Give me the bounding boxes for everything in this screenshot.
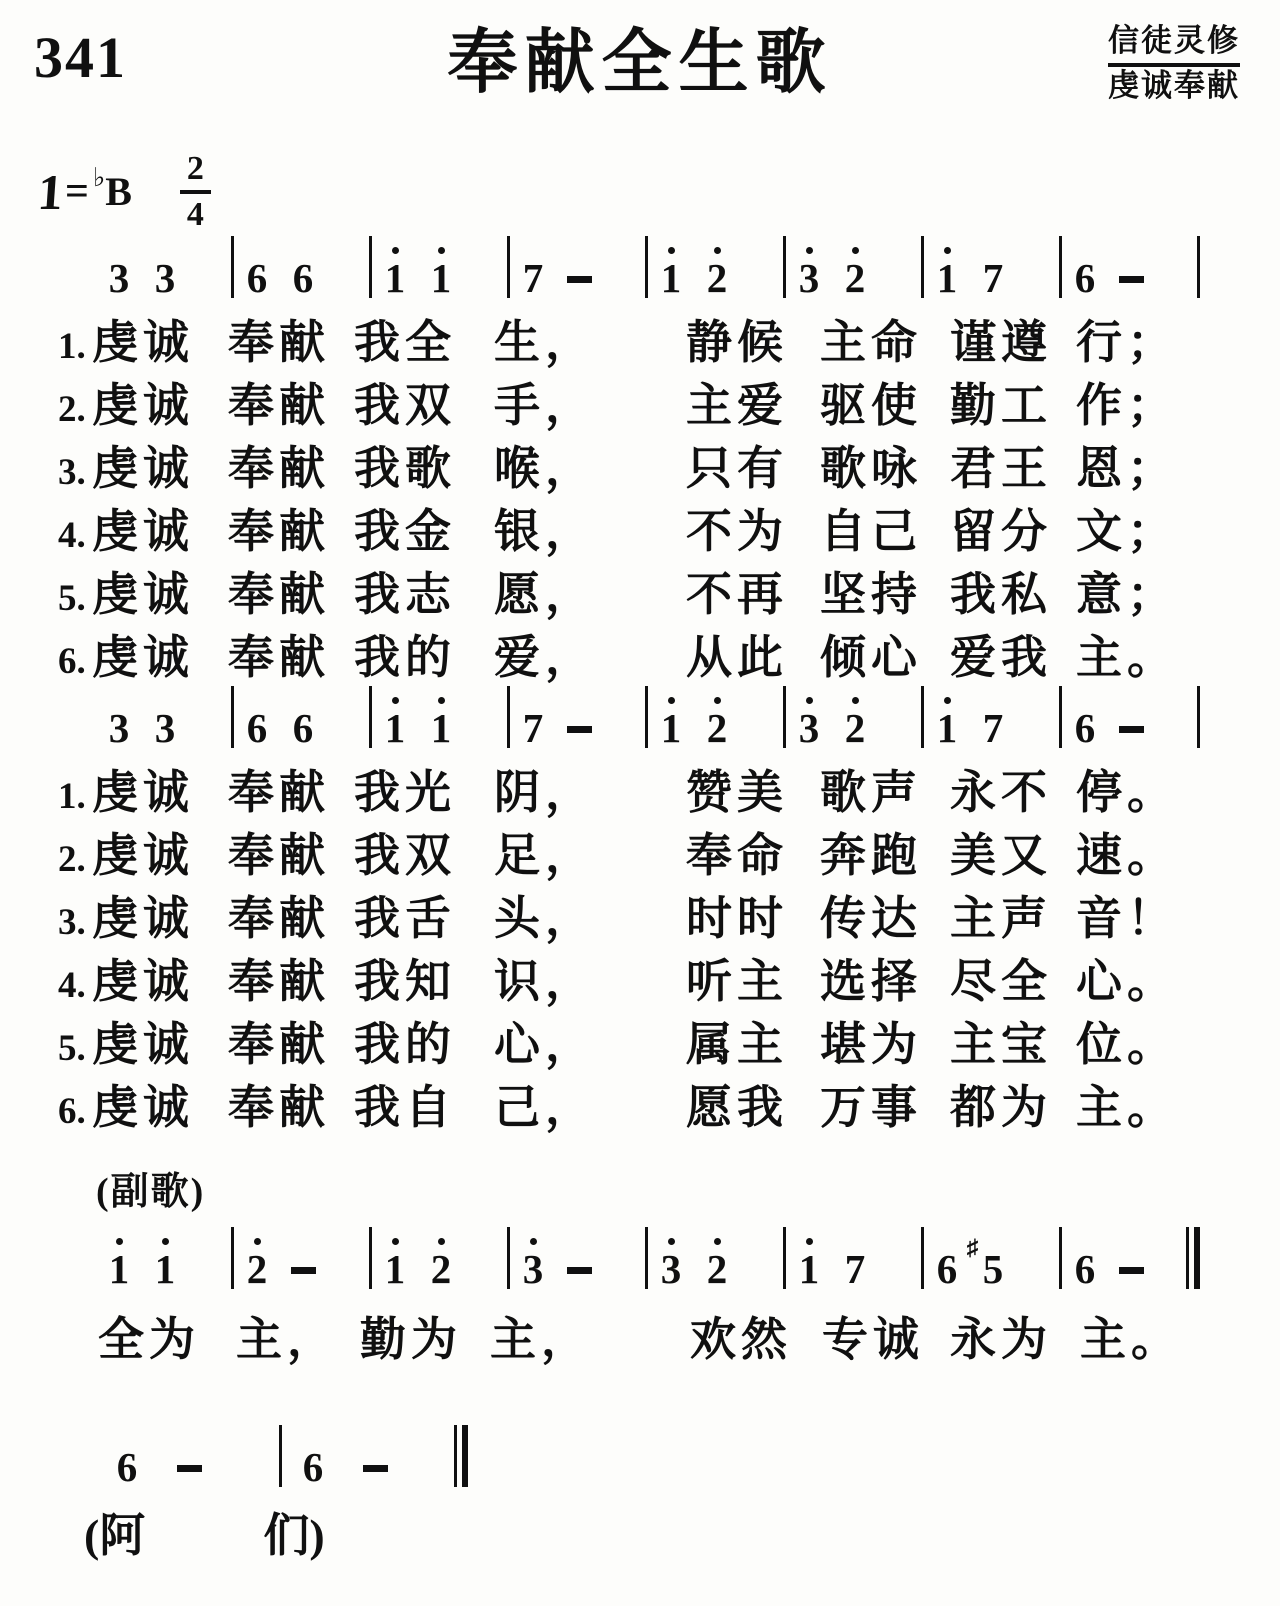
key-signature <box>38 150 1280 234</box>
music-line-verse-2 <box>96 684 1280 752</box>
verse-line <box>58 1008 1280 1071</box>
note: 6 <box>1074 1246 1096 1293</box>
verse-number: 3. <box>58 452 86 493</box>
barline <box>740 234 786 298</box>
lyric-cell: 万事 <box>820 1082 922 1133</box>
hymn-number: 341 <box>34 25 127 90</box>
verse-line <box>58 495 1280 558</box>
lyric-cell: 主爱 <box>686 380 788 431</box>
chorus-label: (副歌) <box>96 1171 206 1213</box>
end-barline <box>1154 1225 1200 1289</box>
note: 2 <box>418 1225 464 1289</box>
lyric-cell: 生， <box>494 317 596 368</box>
do-symbol: 1 <box>36 164 65 220</box>
page-title: 奉献全生歌 <box>447 25 833 102</box>
note: 3 <box>510 1225 556 1289</box>
lyric-cell: 奉献 <box>228 569 330 620</box>
verse-line <box>58 306 1280 369</box>
lyric-cell: 我志 <box>354 569 456 620</box>
lyric-cell: 奉献 <box>228 443 330 494</box>
barline <box>1016 1225 1062 1289</box>
dash-note <box>158 1423 220 1487</box>
verse-line <box>58 756 1280 819</box>
lyric-cell: 位。 <box>1076 1019 1178 1070</box>
verse-number: 1. <box>58 326 86 367</box>
barline <box>188 684 234 748</box>
note: 2 <box>694 684 740 748</box>
verse-line <box>58 1071 1280 1134</box>
note: 1 <box>924 234 970 298</box>
note: 7 <box>522 255 544 302</box>
lyric-cell: 虔诚 <box>92 506 194 557</box>
note: 6 <box>1074 255 1096 302</box>
lyric-cell: 奉献 <box>228 317 330 368</box>
lyric-cell: 主， <box>490 1314 592 1365</box>
lyric-cell: 文； <box>1076 506 1178 557</box>
lyric-cell: 勤为 <box>360 1314 462 1365</box>
lyric-cell: 愿， <box>494 569 596 620</box>
note: 1 <box>418 684 464 748</box>
barline <box>602 684 648 748</box>
lyric-cell: 奉献 <box>228 830 330 881</box>
lyric-cell: 歌声 <box>820 767 922 818</box>
lyric-cell: 手， <box>494 380 596 431</box>
lyric-cell: 心， <box>494 1019 596 1070</box>
note: 3 <box>154 705 176 752</box>
lyric-cell: 时时 <box>686 893 788 944</box>
lyric-cell: 虔诚 <box>92 317 194 368</box>
lyric-cell: 爱我 <box>950 632 1052 683</box>
verse-number: 5. <box>58 1028 86 1069</box>
lyric-cell: 心。 <box>1076 956 1178 1007</box>
note: 2 <box>694 234 740 298</box>
lyric-cell: 虔诚 <box>92 767 194 818</box>
lyric-cell: 主。 <box>1076 1082 1178 1133</box>
barline <box>326 684 372 748</box>
dash-note <box>556 1225 602 1289</box>
verse-number: 6. <box>58 641 86 682</box>
note: 1 <box>648 234 694 298</box>
note: 3 <box>648 1225 694 1289</box>
sharp-icon: ♯ <box>966 1235 979 1261</box>
lyric-cell: 作； <box>1076 380 1178 431</box>
barline <box>464 1225 510 1289</box>
verse-line <box>58 945 1280 1008</box>
lyric-cell: 己， <box>494 1082 596 1133</box>
music-line-ending <box>96 1423 1280 1491</box>
note: 3 <box>108 255 130 302</box>
note: 6 <box>246 255 268 302</box>
barline <box>878 684 924 748</box>
note: 7 <box>522 705 544 752</box>
lyric-cell: 奉献 <box>228 506 330 557</box>
chorus-lyrics <box>98 1303 1280 1367</box>
lyric-cell: 美又 <box>950 830 1052 881</box>
lyric-cell: 主。 <box>1080 1314 1182 1365</box>
lyric-cell: 我的 <box>354 632 456 683</box>
barline <box>1016 684 1062 748</box>
lyric-cell: 奉命 <box>686 830 788 881</box>
amen-open: (阿 <box>84 1510 146 1561</box>
key-letter: B <box>105 169 132 214</box>
lyric-cell: 专诚 <box>822 1314 924 1365</box>
note: 6 <box>302 1444 324 1491</box>
verse-number: 1. <box>58 776 86 817</box>
lyric-cell: 都为 <box>950 1082 1052 1133</box>
lyric-cell: 主宝 <box>950 1019 1052 1070</box>
verse-number: 2. <box>58 839 86 880</box>
verse-number: 4. <box>58 515 86 556</box>
lyric-cell: 谨遵 <box>950 317 1052 368</box>
lyric-cell: 愿我 <box>686 1082 788 1133</box>
dash-note <box>556 684 602 748</box>
lyric-cell: 奔跑 <box>820 830 922 881</box>
lyric-cell: 尽全 <box>950 956 1052 1007</box>
lyric-cell: 奉献 <box>228 767 330 818</box>
music-line-chorus <box>96 1225 1280 1293</box>
verse-line <box>58 621 1280 684</box>
verse-line <box>58 432 1280 495</box>
note: 2 <box>234 1225 280 1289</box>
note: 3 <box>108 705 130 752</box>
lyric-cell: 永为 <box>950 1314 1052 1365</box>
lyric-cell: 主命 <box>820 317 922 368</box>
lyric-cell: 勤工 <box>950 380 1052 431</box>
lyric-cell: 足， <box>494 830 596 881</box>
lyric-cell: 歌咏 <box>820 443 922 494</box>
lyric-cell: 我歌 <box>354 443 456 494</box>
note: 7 <box>982 705 1004 752</box>
lyric-cell: 虔诚 <box>92 1019 194 1070</box>
barline <box>188 234 234 298</box>
time-signature <box>180 151 211 232</box>
note: 3 <box>786 234 832 298</box>
lyric-cell: 虔诚 <box>92 893 194 944</box>
category-labels <box>1108 22 1240 105</box>
lyric-cell: 不再 <box>686 569 788 620</box>
verse-line <box>58 369 1280 432</box>
lyric-cell: 虔诚 <box>92 830 194 881</box>
barline <box>326 234 372 298</box>
lyric-cell: 主。 <box>1076 632 1178 683</box>
lyric-cell: 不为 <box>686 506 788 557</box>
lyric-cell: 虔诚 <box>92 956 194 1007</box>
lyric-cell: 传达 <box>820 893 922 944</box>
note: 3 <box>786 684 832 748</box>
note: 1 <box>786 1225 832 1289</box>
lyric-cell: 倾心 <box>820 632 922 683</box>
barline <box>602 1225 648 1289</box>
lyric-cell: 我的 <box>354 1019 456 1070</box>
barline <box>220 1423 282 1487</box>
verses-section-1 <box>58 306 1280 684</box>
verses-section-2 <box>58 756 1280 1134</box>
equals-sign: = <box>65 169 89 215</box>
music-line-verse-1 <box>96 234 1280 302</box>
note: 6 <box>116 1444 138 1491</box>
note: 7 <box>844 1246 866 1293</box>
dash-note <box>1108 1225 1154 1289</box>
barline <box>740 1225 786 1289</box>
dash-note <box>1108 684 1154 748</box>
note: 1 <box>648 684 694 748</box>
lyric-cell: 主声 <box>950 893 1052 944</box>
barline <box>878 234 924 298</box>
barline <box>326 1225 372 1289</box>
lyric-cell: 君王 <box>950 443 1052 494</box>
note: 1 <box>372 684 418 748</box>
lyric-cell: 行； <box>1076 317 1178 368</box>
verse-line <box>58 819 1280 882</box>
lyric-cell: 奉献 <box>228 893 330 944</box>
lyric-cell: 选择 <box>820 956 922 1007</box>
category-line1: 信徒灵修 <box>1108 22 1240 67</box>
lyric-cell: 我光 <box>354 767 456 818</box>
lyric-cell: 驱使 <box>820 380 922 431</box>
lyric-cell: 我自 <box>354 1082 456 1133</box>
verse-number: 4. <box>58 965 86 1006</box>
lyric-cell: 奉献 <box>228 1082 330 1133</box>
lyric-cell: 属主 <box>686 1019 788 1070</box>
barline <box>1154 234 1200 298</box>
header <box>0 0 1280 120</box>
time-numerator: 2 <box>180 151 211 194</box>
verse-number: 5. <box>58 578 86 619</box>
end-barline <box>406 1423 468 1487</box>
note: 6 <box>246 705 268 752</box>
lyric-cell: 我金 <box>354 506 456 557</box>
barline <box>740 684 786 748</box>
lyric-cell: 永不 <box>950 767 1052 818</box>
amen-close: 们) <box>263 1510 325 1561</box>
lyric-cell: 自己 <box>820 506 922 557</box>
lyric-cell: 只有 <box>686 443 788 494</box>
amen-line <box>84 1499 1280 1565</box>
note: 6 <box>936 1246 958 1293</box>
lyric-cell: 头， <box>494 893 596 944</box>
lyric-cell: 我私 <box>950 569 1052 620</box>
lyric-cell: 虔诚 <box>92 443 194 494</box>
lyric-cell: 坚持 <box>820 569 922 620</box>
lyric-cell: 堪为 <box>820 1019 922 1070</box>
barline <box>1154 684 1200 748</box>
dash-note <box>1108 234 1154 298</box>
lyric-cell: 赞美 <box>686 767 788 818</box>
barline <box>878 1225 924 1289</box>
lyric-cell: 我全 <box>354 317 456 368</box>
barline <box>1016 234 1062 298</box>
lyric-cell: 停。 <box>1076 767 1178 818</box>
lyric-cell: 我双 <box>354 380 456 431</box>
lyric-cell: 速。 <box>1076 830 1178 881</box>
lyric-cell: 识， <box>494 956 596 1007</box>
verse-line <box>58 558 1280 621</box>
lyric-cell: 喉， <box>494 443 596 494</box>
lyric-cell: 虔诚 <box>92 380 194 431</box>
note: 1 <box>372 1225 418 1289</box>
lyric-cell: 虔诚 <box>92 569 194 620</box>
dash-note <box>280 1225 326 1289</box>
lyric-cell: 奉献 <box>228 1019 330 1070</box>
lyric-cell: 静候 <box>686 317 788 368</box>
time-denominator: 4 <box>186 196 204 233</box>
barline <box>464 684 510 748</box>
verse-number: 2. <box>58 389 86 430</box>
lyric-cell: 阴， <box>494 767 596 818</box>
note: 6 <box>292 705 314 752</box>
dash-note <box>556 234 602 298</box>
lyric-cell: 听主 <box>686 956 788 1007</box>
lyric-cell: 我舌 <box>354 893 456 944</box>
lyric-cell: 奉献 <box>228 380 330 431</box>
lyric-cell: 银， <box>494 506 596 557</box>
lyric-cell: 我知 <box>354 956 456 1007</box>
lyric-cell: 从此 <box>686 632 788 683</box>
lyric-cell: 奉献 <box>228 956 330 1007</box>
lyric-cell: 留分 <box>950 506 1052 557</box>
note: 1 <box>96 1225 142 1289</box>
note: 2 <box>694 1225 740 1289</box>
note: 6 <box>292 255 314 302</box>
verse-number: 6. <box>58 1091 86 1132</box>
lyric-cell: 我双 <box>354 830 456 881</box>
note: 2 <box>832 234 878 298</box>
lyric-cell: 全为 <box>98 1314 200 1365</box>
note: 3 <box>154 255 176 302</box>
note: 1 <box>372 234 418 298</box>
lyric-cell: 恩； <box>1076 443 1178 494</box>
note: 1 <box>924 684 970 748</box>
dash-note <box>344 1423 406 1487</box>
note: 1 <box>418 234 464 298</box>
verse-line <box>58 882 1280 945</box>
note: 6 <box>1074 705 1096 752</box>
verse-number: 3. <box>58 902 86 943</box>
lyric-cell: 欢然 <box>690 1314 792 1365</box>
barline <box>602 234 648 298</box>
note: 2 <box>832 684 878 748</box>
note: 1 <box>142 1225 188 1289</box>
flat-icon: ♭ <box>92 163 106 192</box>
lyric-cell: 意； <box>1076 569 1178 620</box>
note: ♯ 5 <box>966 1235 1004 1293</box>
category-line2: 虔诚奉献 <box>1108 67 1240 103</box>
barline <box>188 1225 234 1289</box>
lyric-cell: 爱， <box>494 632 596 683</box>
lyric-cell: 虔诚 <box>92 632 194 683</box>
lyric-cell: 奉献 <box>228 632 330 683</box>
lyric-cell: 音！ <box>1076 893 1178 944</box>
lyric-cell: 主， <box>236 1314 338 1365</box>
barline <box>464 234 510 298</box>
note: 7 <box>982 255 1004 302</box>
lyric-cell: 虔诚 <box>92 1082 194 1133</box>
